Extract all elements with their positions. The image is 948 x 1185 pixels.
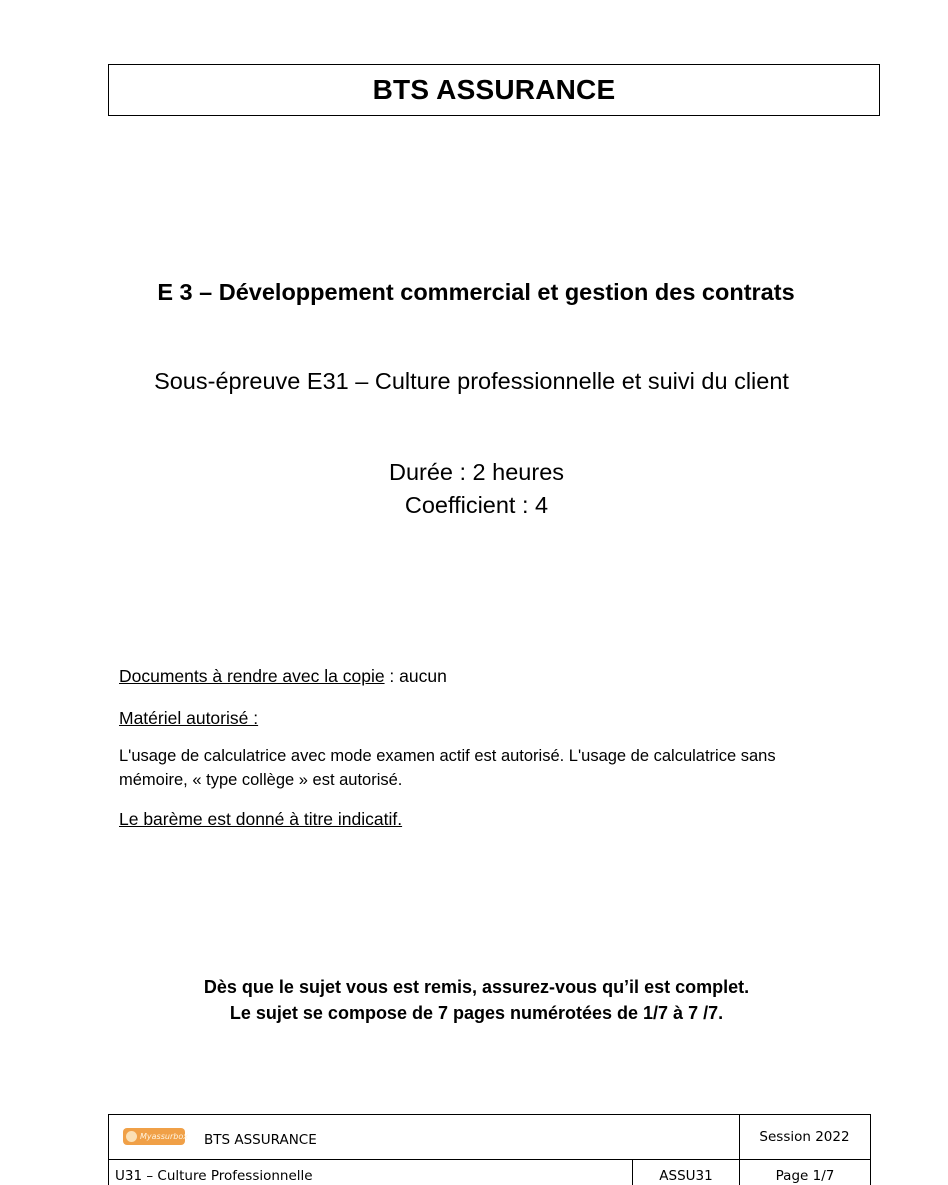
- footer-program-cell: [109, 1115, 740, 1159]
- materiel-label: Matériel autorisé :: [119, 708, 259, 728]
- documents-line: [119, 666, 839, 687]
- footer-unit-cell: [109, 1160, 633, 1185]
- documents-value: : aucun: [384, 666, 447, 686]
- footer-code: ASSU31: [659, 1168, 713, 1184]
- footer-unit: U31 – Culture Professionnelle: [115, 1168, 313, 1184]
- footer-session-cell: [739, 1115, 870, 1159]
- bareme-text: Le barème est donné à titre indicatif.: [119, 809, 403, 829]
- materiel-line: [119, 708, 839, 729]
- footer-table: [108, 1114, 871, 1185]
- footer-session: Session 2022: [759, 1129, 850, 1145]
- notice-line-2: Le sujet se compose de 7 pages numérotées de 1/7 à 7 /7.: [229, 1003, 724, 1023]
- documents-label: Documents à rendre avec la copie: [119, 666, 385, 686]
- myassurbox-logo: [123, 1128, 188, 1145]
- logo-text: Myassurbox: [140, 1132, 188, 1141]
- header-title: BTS ASSURANCE: [372, 74, 616, 105]
- sous-epreuve-title: Sous-épreuve E31 – Culture professionnelle et suivi du client: [154, 368, 789, 394]
- coefficient: Coefficient : 4: [404, 492, 549, 518]
- footer-page-cell: [740, 1160, 870, 1185]
- footer-row-1: [109, 1115, 870, 1160]
- footer-row-2: [109, 1160, 870, 1185]
- usage-text: L'usage de calculatrice avec mode examen actif est autorisé. L'usage de calculatrice sans mémoire, « type collège » est autorisé.: [119, 747, 776, 789]
- duree: Durée : 2 heures: [388, 459, 565, 485]
- epreuve-title: E 3 – Développement commercial et gestion des contrats: [157, 279, 795, 305]
- notice-line-1: Dès que le sujet vous est remis, assurez-vous qu’il est complet.: [203, 977, 750, 997]
- footer-code-cell: [633, 1160, 740, 1185]
- header-title-box: [108, 64, 880, 116]
- footer-page: Page 1/7: [775, 1168, 835, 1184]
- footer-program: BTS ASSURANCE: [204, 1132, 317, 1148]
- bareme-line: [119, 809, 839, 830]
- logo-mark-icon: [126, 1131, 137, 1142]
